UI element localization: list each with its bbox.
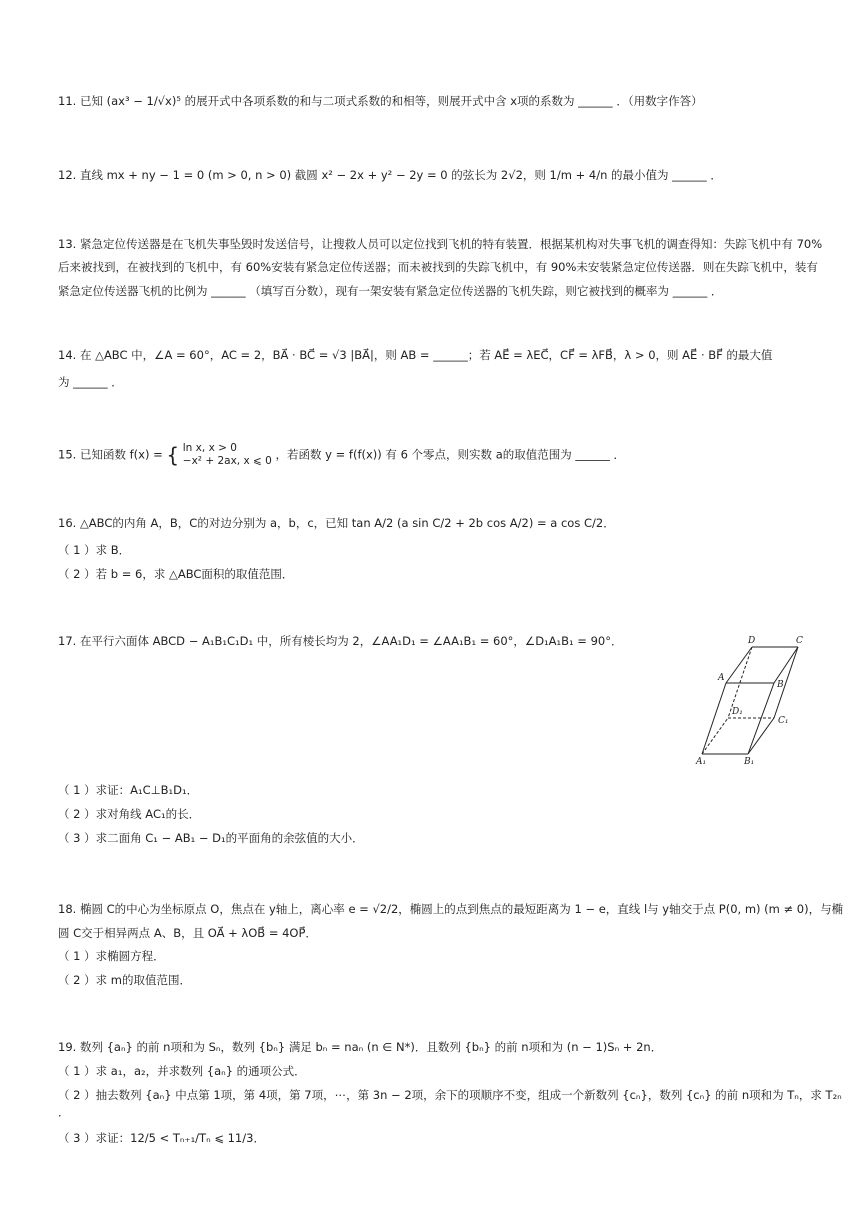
problem-16-q1: （ 1 ）求 B． bbox=[58, 543, 131, 557]
problem-19-stem: 19. 数列 {aₙ} 的前 n项和为 Sₙ，数列 {bₙ} 满足 bₙ = naₙ (n ∈ N*)．且数列 {bₙ} 的前 n项和为 (n − 1)Sₙ + 2n． bbox=[58, 1040, 663, 1054]
problem-17-q1: （ 1 ）求证：A₁C⊥B₁D₁． bbox=[58, 783, 199, 797]
problem-14-line-1: 14. 在 △ABC 中，∠A = 60°，AC = 2，BA⃗ · BC⃗ = √3 |BA⃗|，则 AB = ______；若 AE⃗ = λEC⃗，CF⃗ = λFB⃗，λ > 0，则 AE⃗ · BF⃗ 的最大值 bbox=[58, 348, 773, 362]
problem-13-line-2: 后来被找到，在被找到的飞机中，有 60%安装有紧急定位传送器；而未被找到的失踪飞机中，有 90%未安装紧急定位传送器．则在失踪飞机中，装有 bbox=[58, 260, 818, 274]
problem-18-q2: （ 2 ）求 m的取值范围． bbox=[58, 973, 191, 987]
piecewise-cases bbox=[183, 442, 272, 468]
piecewise-case-1: ln x, x > 0 bbox=[182, 442, 237, 454]
problem-19-q3: （ 3 ）求证：12/5 < Tₙ₊₁/Tₙ ⩽ 11/3． bbox=[58, 1131, 265, 1145]
problem-17-stem: 17. 在平行六面体 ABCD − A₁B₁C₁D₁ 中，所有棱长均为 2，∠AA₁D₁ = ∠AA₁B₁ = 60°，∠D₁A₁B₁ = 90°． bbox=[58, 634, 623, 648]
label-C: C bbox=[796, 636, 803, 646]
problem-19-q1: （ 1 ）求 a₁，a₂，并求数列 {aₙ} 的通项公式． bbox=[58, 1064, 306, 1078]
label-B: B bbox=[777, 680, 784, 690]
problem-18-line-1: 18. 椭圆 C的中心为坐标原点 O，焦点在 y轴上，离心率 e = √2/2，椭圆上的点到焦点的最短距离为 1 − e，直线 l与 y轴交于点 P(0, m) (m ≠ 0)，与椭 bbox=[58, 902, 844, 916]
problem-16-q2: （ 2 ）若 b = 6，求 △ABC面积的取值范围． bbox=[58, 567, 294, 581]
label-A1: A₁ bbox=[696, 757, 707, 767]
problem-11: 11. 已知 (ax³ − 1/√x)⁵ 的展开式中各项系数的和与二项式系数的和相等，则展开式中含 x项的系数为 ______ ．（用数字作答） bbox=[58, 94, 703, 108]
problem-16-stem: 16. △ABC的内角 A，B，C的对边分别为 a，b，c，已知 tan A/2 (a sin C/2 + 2b cos A/2) = a cos C/2． bbox=[58, 516, 615, 530]
label-D: D bbox=[748, 636, 756, 646]
problem-15-suffix: ，若函数 y = f(f(x)) 有 6 个零点，则实数 a的取值范围为 ______ ． bbox=[275, 447, 626, 462]
label-C1: C₁ bbox=[778, 716, 789, 726]
problem-17-q3: （ 3 ）求二面角 C₁ − AB₁ − D₁的平面角的余弦值的大小． bbox=[58, 831, 364, 845]
problem-19-q2-end: ． bbox=[58, 1105, 70, 1119]
label-B1: B₁ bbox=[744, 757, 755, 767]
problem-19-q2: （ 2 ）抽去数列 {aₙ} 中点第 1项，第 4项，第 7项，⋯，第 3n − 2项，余下的项顺序不变，组成一个新数列 {cₙ}，数列 {cₙ} 的前 n项和为 Tₙ，求 T₂ₙ bbox=[58, 1088, 842, 1102]
problem-12: 12. 直线 mx + ny − 1 = 0 (m > 0, n > 0) 截圆 x² − 2x + y² − 2y = 0 的弦长为 2√2，则 1/m + 4/n 的最小值为 ______ ． bbox=[58, 168, 722, 182]
label-D1: D₁ bbox=[732, 707, 743, 717]
problem-18-line-2: 圆 C交于相异两点 A、B，且 OA⃗ + λOB⃗ = 4OP⃗． bbox=[58, 926, 317, 940]
problem-14-line-2: 为 ______ ． bbox=[58, 375, 123, 389]
label-A: A bbox=[718, 673, 725, 683]
problem-13-line-3: 紧急定位传送器飞机的比例为 ______ （填写百分数），现有一架安装有紧急定位传送器的飞机失踪，则它被找到的概率为 ______ ． bbox=[58, 284, 723, 298]
parallelepiped-figure bbox=[690, 630, 815, 770]
problem-17-q2: （ 2 ）求对角线 AC₁的长． bbox=[58, 807, 201, 821]
problem-13-line-1: 13. 紧急定位传送器是在飞机失事坠毁时发送信号，让搜救人员可以定位找到飞机的特有装置．根据某机构对失事飞机的调查得知：失踪飞机中有 70% bbox=[58, 237, 823, 251]
problem-15-prefix: 15. 已知函数 f(x) = bbox=[58, 447, 163, 462]
problem-15 bbox=[58, 442, 819, 468]
problem-18-q1: （ 1 ）求椭圆方程． bbox=[58, 949, 165, 963]
piecewise-case-2: −x² + 2ax, x ⩽ 0 bbox=[182, 455, 272, 467]
brace-icon: { bbox=[166, 443, 180, 467]
